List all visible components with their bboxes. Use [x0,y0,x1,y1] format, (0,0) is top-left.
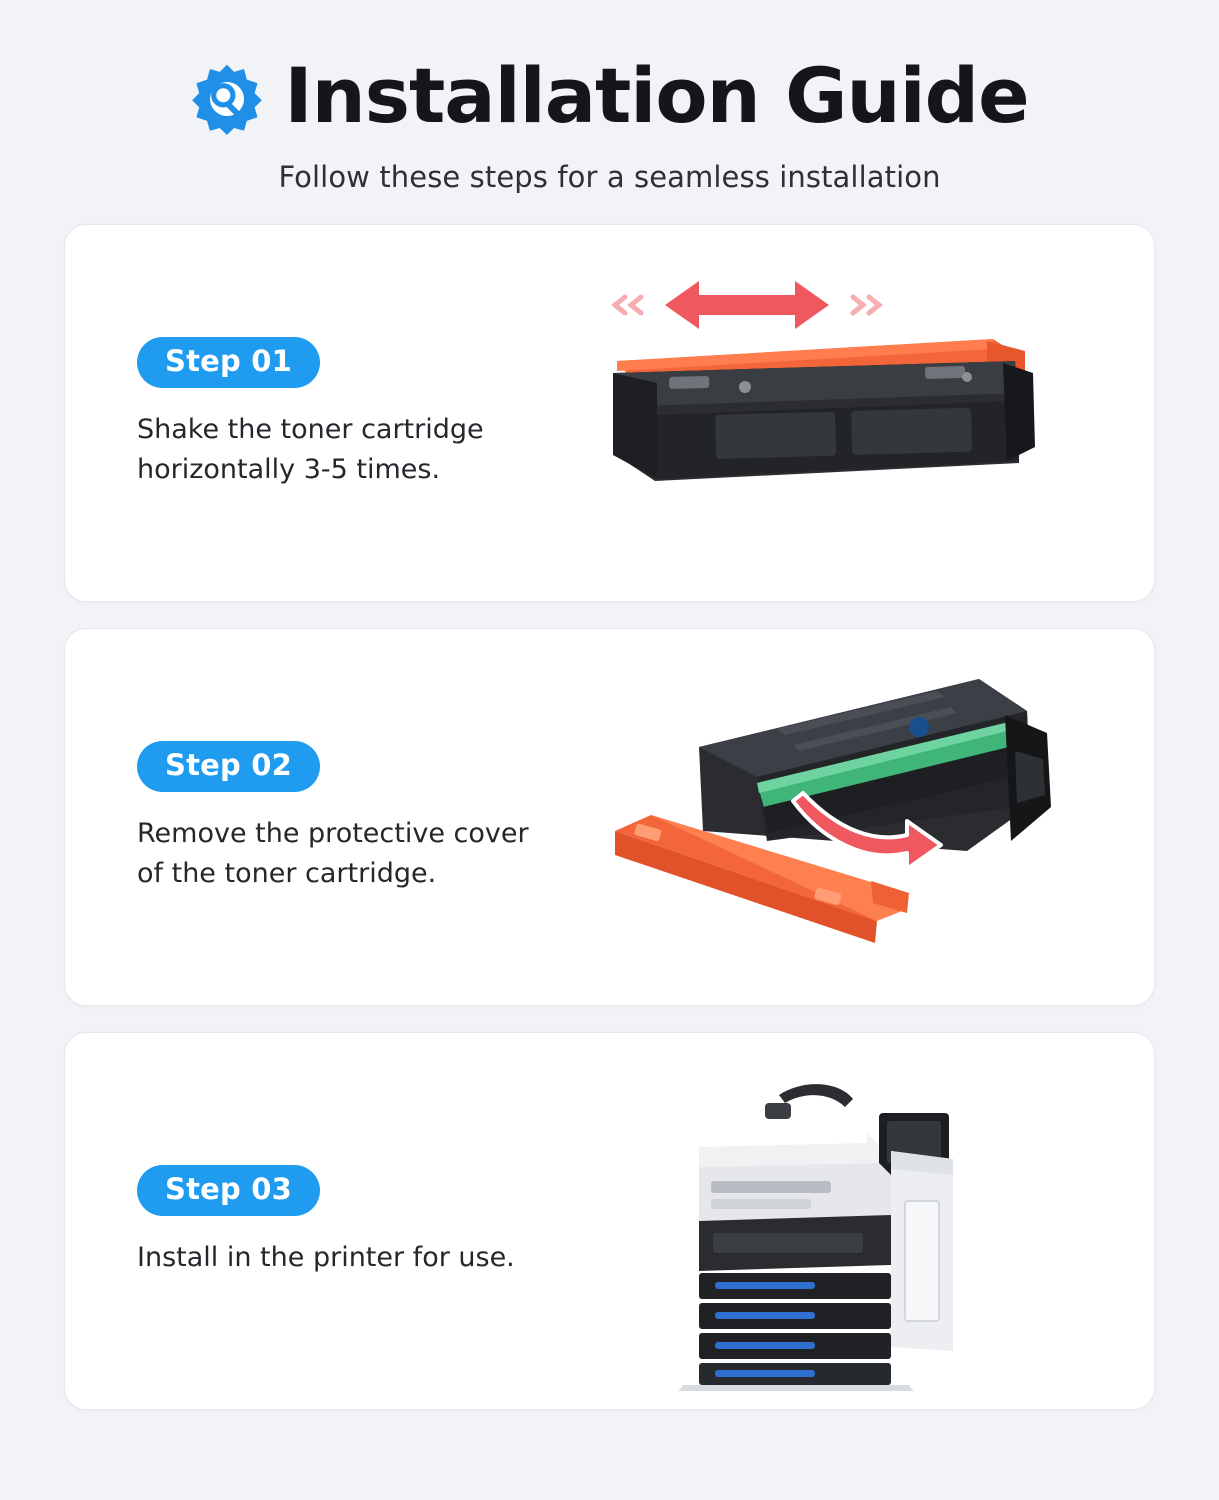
step-card-3 [64,1032,1155,1410]
page-subtitle: Follow these steps for a seamless installation [278,160,941,194]
page-header [64,51,1155,194]
step-3-illustration [577,1033,1154,1409]
step-2-text-block [65,741,577,892]
gear-wrench-icon [190,62,264,136]
step-2-badge: Step 02 [137,741,320,792]
step-3-text-block [65,1165,577,1277]
step-1-text-block [65,337,577,488]
step-2-illustration [577,629,1154,1005]
printer-illustration [677,1084,953,1391]
title-row [64,51,1155,141]
step-1-badge: Step 01 [137,337,320,388]
step-card-2 [64,628,1155,1006]
step-card-1 [64,224,1155,602]
toner-cartridge-body [699,679,1051,851]
step-3-description: Install in the printer for use. [137,1241,515,1273]
step-1-description: Shake the toner cartridge horizontally 3-5 times. [137,414,484,485]
step-3-badge: Step 03 [137,1165,320,1216]
toner-cartridge [613,339,1035,481]
step-1-illustration [577,225,1154,601]
double-arrow-icon [615,281,879,329]
step-2-description: Remove the protective cover of the toner cartridge. [137,818,529,889]
page-title: Installation Guide [284,51,1029,141]
